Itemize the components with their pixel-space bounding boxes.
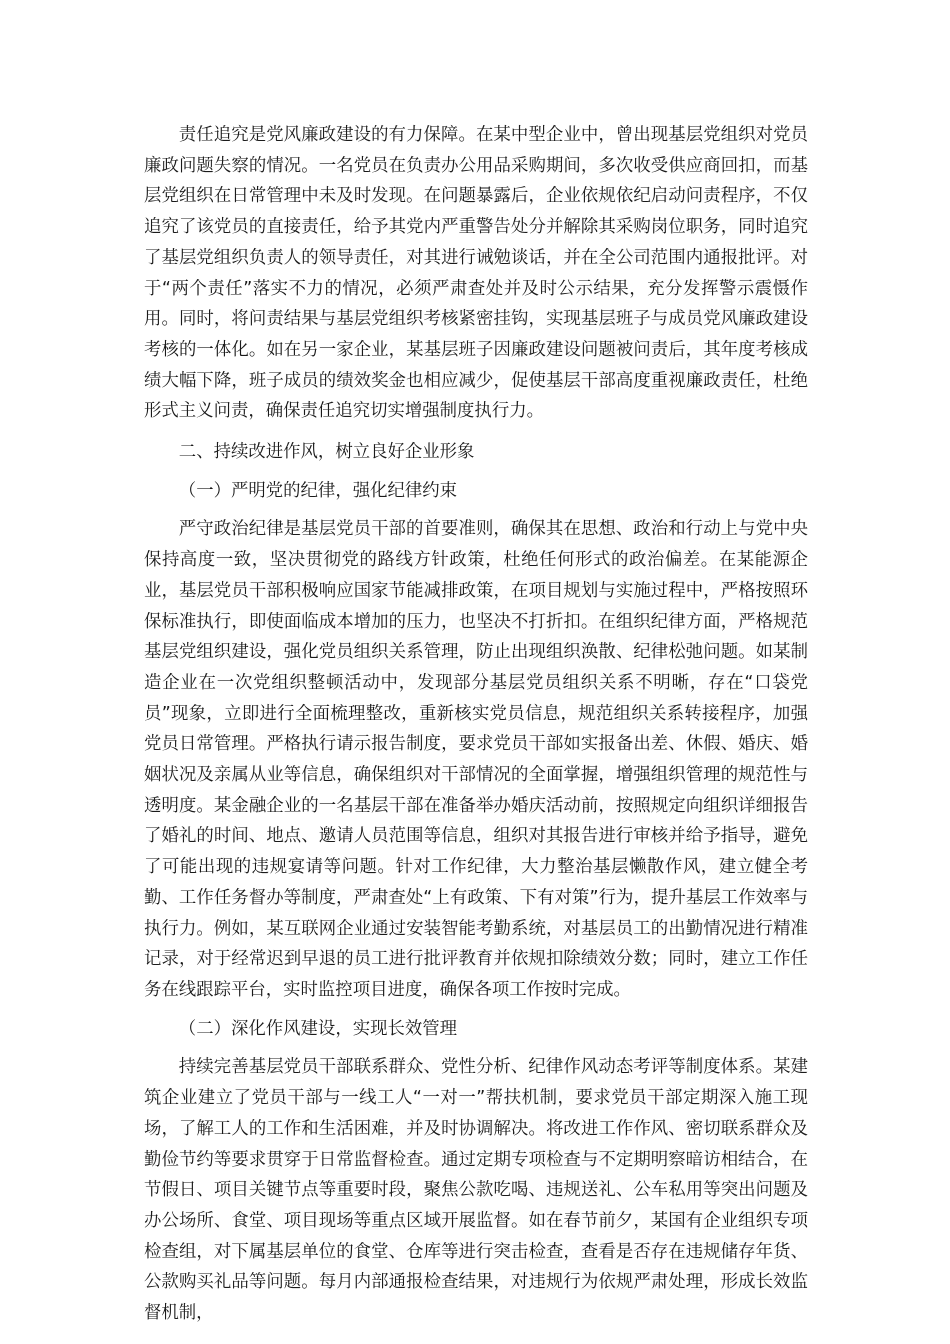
subsection-heading-2-1: （一）严明党的纪律，强化纪律约束 — [178, 480, 458, 501]
paragraph-accountability: 责任追究是党风廉政建设的有力保障。在某中型企业中，曾出现基层党组织对党员廉政问题失察的情况。一名党员在负责办公用品采购期间，多次收受供应商回扣，而基层党组织在日常管理中未及时发现。在问题暴露后，企业依规依纪启动问责程序，不仅追究了该党员的直接责任，给予其党内严重警告处分并解除其采购岗位职务，同时追究了基层党组织负责人的领导责任，对其进行诫勉谈话，并在全公司范围内通报批评。对于“两个责任”落实不力的情况，必须严肃查处并及时公示结果，充分发挥警示震慑作用。同时，将问责结果与基层党组织考核紧密挂钩，实现基层班子与成员党风廉政建设考核的一体化。如在另一家企业，某基层班子因廉政建设问题被问责后，其年度考核成绩大幅下降，班子成员的绩效奖金也相应减少，促使基层干部高度重视廉政责任，杜绝形式主义问责，确保责任追究切实增强制度执行力。 — [144, 125, 808, 422]
paragraph-discipline: 严守政治纪律是基层党员干部的首要准则，确保其在思想、政治和行动上与党中央保持高度一致，坚决贯彻党的路线方针政策，杜绝任何形式的政治偏差。在某能源企业，基层党员干部积极响应国家节能减排政策，在项目规划与实施过程中，严格按照环保标准执行，即使面临成本增加的压力，也坚决不打折扣。在组织纪律方面，严格规范基层党组织建设，强化党员组织关系管理，防止出现组织涣散、纪律松弛问题。如某制造企业在一次党组织整顿活动中，发现部分基层党员组织关系不明晰，存在“口袋党员”现象，立即进行全面梳理整改，重新核实党员信息，规范组织关系转接程序，加强党员日常管理。严格执行请示报告制度，要求党员干部如实报备出差、休假、婚庆、婚姻状况及亲属从业等信息，确保组织对干部情况的全面掌握，增强组织管理的规范性与透明度。某金融企业的一名基层干部在准备举办婚庆活动前，按照规定向组织详细报告了婚礼的时间、地点、邀请人员范围等信息，组织对其报告进行审核并给予指导，避免了可能出现的违规宴请等问题。针对工作纪律，大力整治基层懒散作风，建立健全考勤、工作任务督办等制度，严肃查处“上有政策、下有对策”行为，提升基层工作效率与执行力。例如，某互联网企业通过安装智能考勤系统，对基层员工的出勤情况进行精准记录，对于经常迟到早退的员工进行批评教育并依规扣除绩效分数；同时，建立工作任务在线跟踪平台，实时监控项目进度，确保各项工作按时完成。 — [144, 519, 808, 1000]
document-page — [144, 120, 808, 1329]
subsection-heading-2-2: （二）深化作风建设，实现长效管理 — [178, 1018, 458, 1039]
paragraph-work-style: 持续完善基层党员干部联系群众、党性分析、纪律作风动态考评等制度体系。某建筑企业建立了党员干部与一线工人“一对一”帮扶机制，要求党员干部定期深入施工现场，了解工人的工作和生活困难，并及时协调解决。将改进工作作风、密切联系群众及勤俭节约等要求贯穿于日常监督检查。通过定期专项检查与不定期明察暗访相结合，在节假日、项目关键节点等重要时段，聚焦公款吃喝、违规送礼、公车私用等突出问题及办公场所、食堂、项目现场等重点区域开展监督。如在春节前夕，某国有企业组织专项检查组，对下属基层单位的食堂、仓库等进行突击检查，查看是否存在违规储存年货、公款购买礼品等问题。每月内部通报检查结果，对违规行为依规严肃处理，形成长效监督机制， — [144, 1057, 808, 1324]
section-heading-2: 二、持续改进作风，树立良好企业形象 — [178, 442, 475, 463]
